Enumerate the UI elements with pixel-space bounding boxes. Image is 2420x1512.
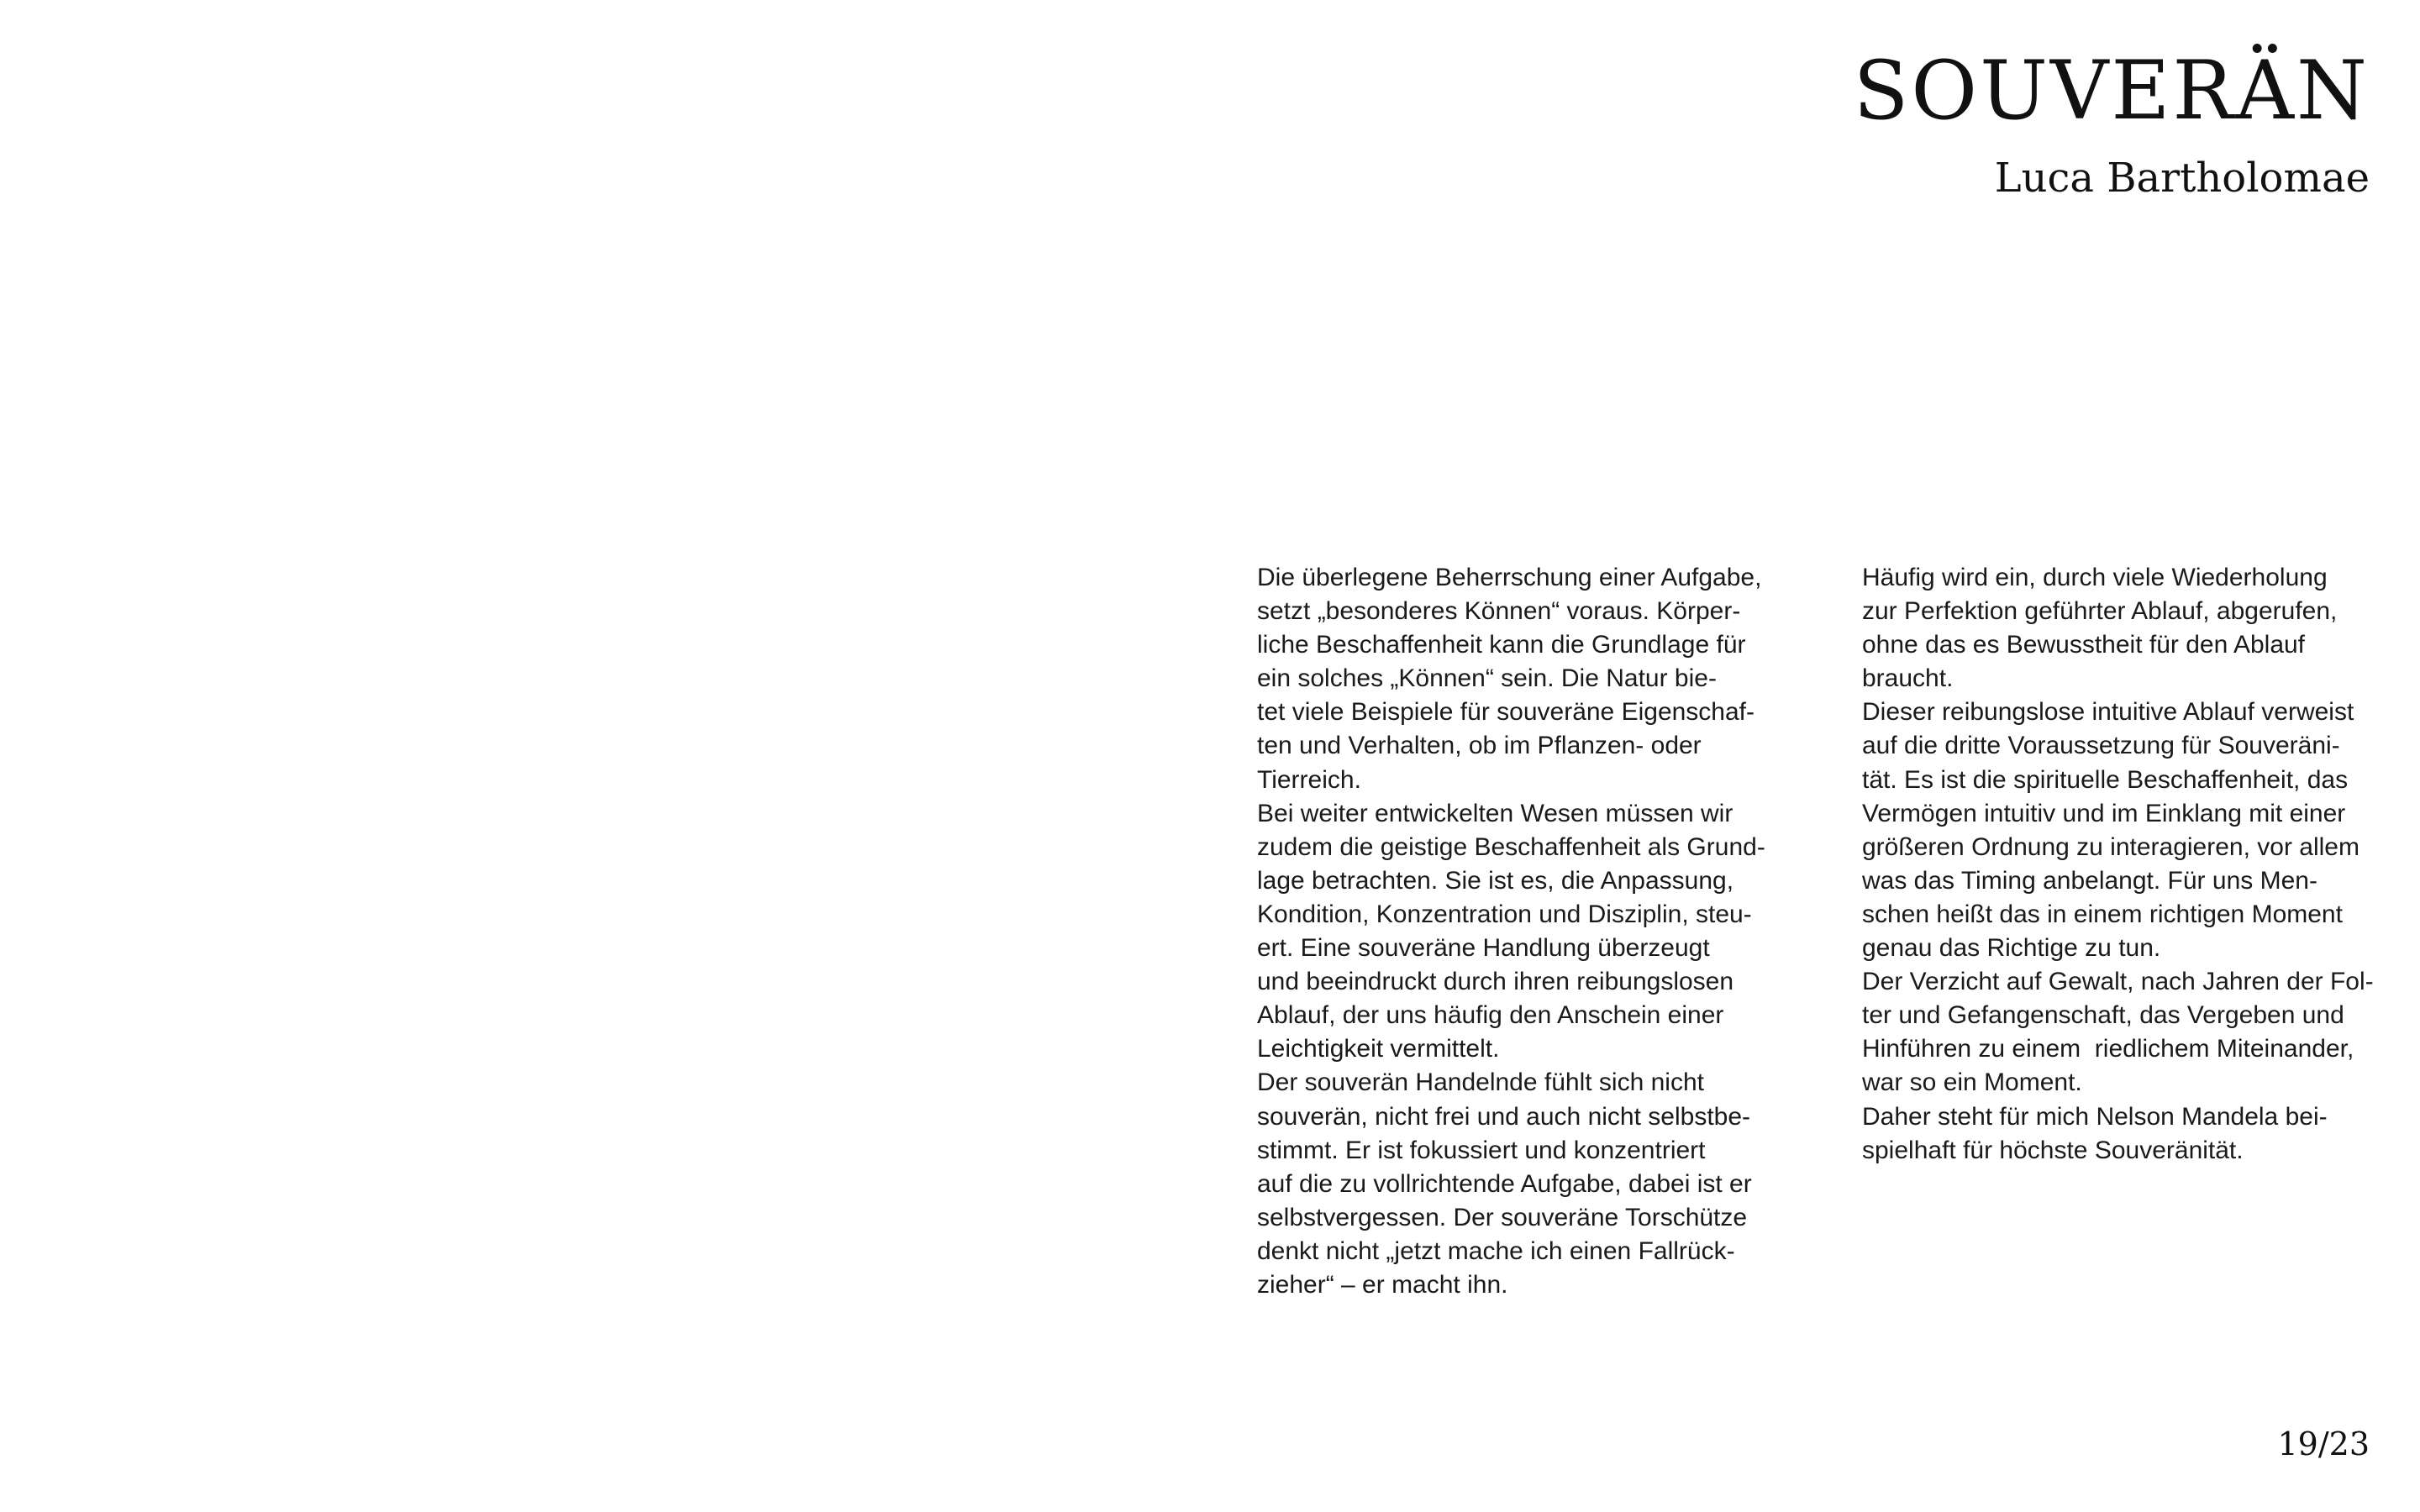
text-line: liche Beschaffenheit kann die Grundlage für [1257,631,1746,659]
text-line: zieher“ – er macht ihn. [1257,1270,1508,1299]
text-line: lage betrachten. Sie ist es, die Anpassung, [1257,866,1734,895]
body-column-left [1257,561,1795,1302]
text-line: spielhaft für höchste Souveränität. [1862,1136,2244,1164]
text-line: ten und Verhalten, ob im Pflanzen- oder [1257,732,1702,760]
text-line: Dieser reibungslose intuitive Ablauf verweist [1862,698,2354,727]
text-line: braucht. [1862,664,1954,693]
text-line: war so ein Moment. [1862,1068,2082,1097]
text-line: ert. Eine souveräne Handlung überzeugt [1257,934,1710,963]
text-line: größeren Ordnung zu interagieren, vor allem [1862,832,2360,861]
text-line: tet viele Beispiele für souveräne Eigenschaf- [1257,698,1755,727]
text-line: schen heißt das in einem richtigen Moment [1862,900,2343,928]
text-line: tät. Es ist die spirituelle Beschaffenheit, das [1862,765,2349,794]
text-line: ohne das es Bewusstheit für den Ablauf [1862,631,2306,659]
text-line: Der Verzicht auf Gewalt, nach Jahren der Fol- [1862,968,2374,996]
text-line: Vermögen intuitiv und im Einklang mit einer [1862,799,2346,827]
text-line: Der souverän Handelnde fühlt sich nicht [1257,1068,1704,1097]
text-line: Tierreich. [1257,765,1361,794]
text-line: stimmt. Er ist fokussiert und konzentriert [1257,1136,1706,1164]
author-name: Luca Bartholomae [1994,155,2370,202]
text-line: ter und Gefangenschaft, das Vergeben und [1862,1001,2344,1030]
text-line: denkt nicht „jetzt mache ich einen Fallrück- [1257,1236,1735,1265]
text-line: und beeindruckt durch ihren reibungslosen [1257,968,1734,996]
text-line: souverän, nicht frei und auch nicht selbstbe- [1257,1102,1751,1131]
page-title: SOUVERÄN [1853,44,2370,138]
text-line: was das Timing anbelangt. Für uns Men- [1862,866,2317,895]
text-line: auf die zu vollrichtende Aufgabe, dabei ist er [1257,1169,1752,1198]
text-line: Leichtigkeit vermittelt. [1257,1035,1500,1063]
text-line: Bei weiter entwickelten Wesen müssen wir [1257,799,1733,827]
text-line: selbstvergessen. Der souveräne Torschütze [1257,1203,1748,1231]
text-line: ein solches „Können“ sein. Die Natur bie- [1257,664,1717,693]
text-line: auf die dritte Voraussetzung für Souveräni- [1862,732,2340,760]
text-line: Häufig wird ein, durch viele Wiederholung [1862,564,2328,591]
body-column-right [1862,561,2400,1168]
text-line: Kondition, Konzentration und Disziplin, steu- [1257,900,1752,928]
text-line: Daher steht für mich Nelson Mandela bei- [1862,1102,2328,1131]
page-number: 19/23 [2277,1425,2370,1462]
text-line: Hinführen zu einem riedlichem Miteinander, [1862,1035,2354,1063]
text-line: zudem die geistige Beschaffenheit als Grund- [1257,832,1765,861]
text-line: Die überlegene Beherrschung einer Aufgabe, [1257,564,1762,591]
text-line: Ablauf, der uns häufig den Anschein einer [1257,1001,1724,1030]
text-line: genau das Richtige zu tun. [1862,934,2161,963]
text-line: zur Perfektion geführter Ablauf, abgerufen, [1862,597,2338,626]
text-line: setzt „besonderes Können“ voraus. Körper- [1257,597,1741,626]
